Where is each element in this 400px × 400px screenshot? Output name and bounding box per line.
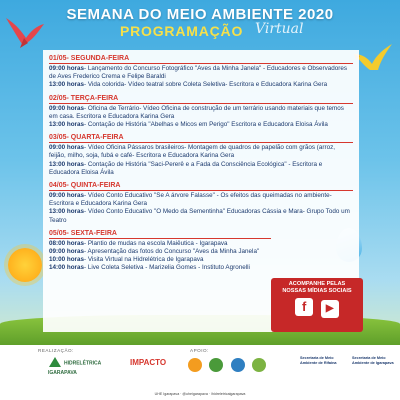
day-section	[49, 94, 353, 130]
day-section	[49, 133, 353, 177]
event-item	[49, 264, 271, 272]
logo-hidreletrica: HIDRELÉTRICA IGARAPAVA	[48, 356, 118, 376]
day-heading: 01/05- SEGUNDA-FEIRA	[49, 54, 353, 64]
day-heading: 05/05- SEXTA-FEIRA	[49, 229, 271, 239]
event-text: - Vida colorida- Vídeo teatral sobre Coleta Seletiva- Escritora e Educadora Karina Gera	[84, 81, 328, 89]
event-item	[49, 240, 271, 248]
logo-secretaria-rifaina: Secretaria de Meio Ambiente de Rifaina	[300, 356, 337, 365]
event-text: - Live Coleta Seletiva - Marizelia Gomes - Instituto Agronelli	[84, 264, 250, 272]
day-heading: 02/05- TERÇA-FEIRA	[49, 94, 353, 104]
event-time: 10:00 horas	[49, 256, 85, 264]
event-time: 13:00 horas	[49, 208, 85, 216]
event-item	[49, 256, 271, 264]
event-text: - Vídeo Oficina Pássaros brasileiros- Montagem de quadros de papelão com grãos (arroz, feijão, milho, soja, fubá e café- Escritora e Educadora Karina Gera	[49, 144, 335, 160]
event-time: 14:00 horas	[49, 264, 85, 272]
event-item	[49, 65, 353, 81]
event-item	[49, 208, 353, 224]
event-text: - Vídeo Conto Educativo "Se A árvore Falasse" - Os efeitos das queimadas no ambiente- Escritora e Educadora Karina Gera	[49, 192, 332, 208]
social-label: ACOMPANHE PELAS NOSSAS MÍDIAS SOCIAIS	[282, 281, 352, 294]
event-item	[49, 248, 271, 256]
event-time: 09:00 horas	[49, 65, 85, 72]
event-time: 09:00 horas	[49, 192, 85, 200]
footer-social-handles: UHE Igarapava · @uheigarapava · /hidreletricaigarapava	[154, 392, 246, 396]
partner-logo-icon	[188, 358, 202, 372]
event-time: 08:00 horas	[49, 239, 85, 247]
event-item	[49, 144, 353, 160]
facebook-icon[interactable]: f	[295, 298, 313, 316]
event-time: 09:00 horas	[49, 104, 85, 112]
partner-logo-icon	[231, 358, 245, 372]
event-item	[49, 121, 353, 129]
logo-secretaria-igarapava: Secretaria de Meio Ambiente de Igarapava	[352, 356, 394, 365]
partner-logo-icon	[209, 358, 223, 372]
apoio-label: APOIO:	[190, 348, 209, 353]
hydro-logo-icon	[48, 356, 62, 370]
event-item	[49, 161, 353, 177]
program-subtitle: PROGRAMAÇÃO	[120, 23, 244, 39]
day-heading: 04/05- QUINTA-FEIRA	[49, 181, 353, 191]
event-item	[49, 81, 353, 89]
apoio-logos	[188, 358, 266, 374]
event-time: 09:00 horas	[49, 248, 85, 256]
event-time: 13:00 horas	[49, 160, 85, 168]
social-media-box	[271, 278, 363, 332]
red-bird-icon	[2, 10, 48, 50]
partner-logo-icon	[252, 358, 266, 372]
event-text: - Plantio de mudas na escola Maiêutica - Igarapava	[84, 239, 228, 247]
event-time: 13:00 horas	[49, 121, 85, 129]
day-section	[49, 54, 353, 90]
day-section	[49, 181, 353, 225]
realizacao-label: REALIZAÇÃO:	[38, 348, 74, 353]
event-time: 09:00 horas	[49, 144, 85, 152]
header	[0, 0, 400, 40]
event-text: - Vídeo Conto Educativo "O Medo da Sementinha" Educadoras Cássia e Mara- Grupo Todo um Teatro	[49, 208, 350, 224]
event-title: SEMANA DO MEIO AMBIENTE 2020	[66, 6, 334, 23]
day-section	[49, 229, 271, 273]
event-text: - Lançamento do Concurso Fotográfico "Aves da Minha Janela" - Educadores e Observadores de Aves Frederico Crema e Felipe Baraldi	[49, 65, 348, 81]
event-item	[49, 105, 353, 121]
event-text: - Visita Virtual na Hidrelétrica de Igarapava	[84, 256, 204, 264]
day-heading: 03/05- QUARTA-FEIRA	[49, 133, 353, 143]
sun-icon	[8, 248, 42, 282]
event-text: - Apresentação das fotos do Concurso "Aves da Minha Janela"	[84, 248, 260, 256]
event-item	[49, 192, 353, 208]
logo-impacto: IMPACTO	[130, 358, 167, 367]
event-time: 13:00 horas	[49, 81, 85, 89]
event-text: - Contação de História "Saci-Pererê e a Fada da Consciência Ecológica" - Escritora e Educadora Eloisa Ávila	[49, 160, 323, 176]
virtual-tag: Virtual	[255, 21, 304, 37]
event-text: - Contação de História "Abelhas e Micos em Perigo" Escritora e Educadora Eloisa Ávila	[84, 121, 328, 129]
youtube-icon[interactable]: ▶	[321, 300, 339, 318]
event-text: - Oficina de Terrário- Vídeo Oficina de construção de um terrário usando materiais que temos em casa. Escritora e Educadora Karina Gera	[49, 104, 344, 120]
